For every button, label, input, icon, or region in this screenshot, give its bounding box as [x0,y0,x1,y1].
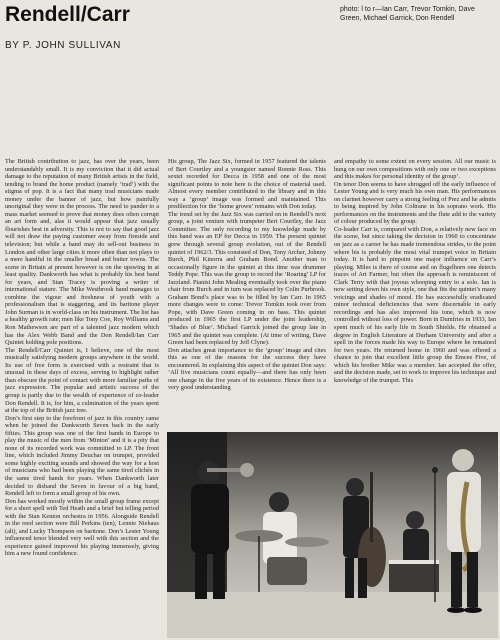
article-byline: BY P. JOHN SULLIVAN [5,40,121,51]
paragraph: Co-leader Carr is, compared with Don, a relatively new face on the scene, but since taking the decision in 1960 to concentrate on jazz as a career he has made tremendous strides, to the point where his is probably the most vital trumpet voice in Britain today. It is hard to pinpoint one major influence on Carr’s playing. Miles is there of course and on flugelhorn one detects traces of Art Farmer, but often the approach is reminiscent of Clark Terry with that joyous whooping entry to a solo. Ian is now setting down his own style, one that fits the quintet’s many voicings and shades of mood. He has successfully eradicated minor technical deficiencies that were discernable in early recordings and has also improved his tone, which is now controlled without loss of power. Born in Dumfries in 1933, Ian spent much of his early life in South Shields. He obtained a degree in English Literature at Durham University and after a spell in the forces made his way to Europe where he remained for two years. He returned home in 1960 and was offered a chance to join that excellent little group the Emcee Five, of which his brother Mike was a member. Ian accepted the offer, and the decision made, set to work to improve his technique and knowledge of the trumpet. This [334,225,496,384]
article-column-2 [168,158,326,428]
paragraph: On tenor Don seems to have shrugged off the early influence of Lester Young and is very much his own man. His performances on clarinet however carry a strong feeling of Prez and he admits to being inspired by John Coltrane in his soprano work. His performances on the instruments and the flute add to the variety of colour produced by the group. [334,180,496,226]
paragraph: Don’s first step to the forefront of jazz in this country came when he joined the Dankworth Seven back in the early fifties. This group was one of the first bands in Europe to play the music of the men from ‘Minton’ and it is a pity that none of its recorded work was committed to LP. The front line, which included Jimmy Deuchar on trumpet, provided some highly exciting sounds and showed the way for a host of musicians who had been playing the same tired clichés in the same tired bands for years. When Dankworth later decided to disband the Seven in favour of a big band, Rendell left to form a small group of his own. [5,414,159,498]
paragraph: The Rendell/Carr Quintet is, I believe, one of the most musically satisfying modern groups anywhere in the world. Its use of free form is exercised with a restraint that is unusual in these days of excess, serving to highlight rather than obscure the point of contact with more familiar paths of jazz expression. The popular and artistic success of the group is partly due to the wealth of experience of co-leader Don Rendell. It is, for him, a culmination of the years spent at the top of the British jazz tree. [5,346,159,415]
microphone [432,467,438,473]
article-title: Rendell/Carr [5,3,130,26]
paragraph: The trend set by the Jazz Six was carried on in Rendell’s next group, a joint venture with trumpeter Bert Courtley, the Jazz Committee. The only recording to my knowledge made by this band was an EP for Decca in 1959. The present quintet grew through several group evolution, out of the Rendell quintet of 1962/3. This consisted of Don, Tony Archer, Johnny Burch, Phil Kinorra and Graham Bond. Another man to occasionally figure in the quintet at this time was drummer Teddy Pope. This was the group to record the ‘Roaring’ LP for Jazzland. Pianist John Mealing eventually took over the piano chair from Burch and in turn was replaced by Colin Purbrook. Graham Bond’s place was to be filled by Ian Carr. In 1965 more changes were to come: Trevor Tomkin took over from Pope, with Dave Green coming in on bass. This quintet produced in 1965 the first LP under the joint leadership, ‘Shades of Blue’. Michael Garrick joined the group late in 1965 and the quintet was complete. (At time of writing, Dave Green had been replaced by Jeff Clyne). [168,210,326,347]
band-photograph [167,432,498,638]
photo-credit: photo: l to r—Ian Carr, Trevor Tomkin, Dave Green, Michael Garrick, Don Rendell [340,6,475,22]
band-photo-illustration [167,432,498,638]
paragraph: His group, The Jazz Six, formed in 1957 featured the talents of Bert Courtley and a youngster named Ronnie Ross. This sextet recorded for Decca in 1958 and one of the most significant points to note here is the choice of material used. Almost every member contributed to the library and in this way a ‘group’ image was formed and maintained. This predilection for the ‘home grown’ remains with Don today. [168,158,326,211]
paragraph: The British contribution to jazz, has over the years, been understandably small. It is my conviction that it did actual damage to the reputation of many British artists in the field, tending to brand the home product (namely ‘trad’) with the stigma of pop. It is a fact that many trad musicians made money under the banner of jazz, but how painfully unoriginal they were in the process. The need to pander to a mass market seemed to prove that money does often corrupt an art form and, alas it would appear that jazz usually flourishes best in adversity. This is not to say that good jazz will not draw the paying customer away from fireside and television; but while a band may do sell-out business in London and other large cities it more often than not plays to a mere handful in the smaller bread and butter towns. The scene in Britain at present however is on the upswing in at least quality. Dankworth has what is probably his best band for years, and Stan Tracey is proving a writer of international stature. The Mike Westbrook band manages to combine the vigour and freshness of youth with a professionalism that is staggering, and its baritone player John Surman is in world-class on his instrument. The list has a healthy growth rate; men like Tony Coe, Roy Williams and Ron Mathewson are part of a talented jazz modern which has the Alex Webb Band and the Don Rendell/Ian Carr Quintet holding pole positions. [5,158,159,347]
paragraph: Don attaches great importance to the ‘group’ image and cites this as one of the reasons for the success they have encountered. In explaining this aspect of the quintet Don says: ‘All five musicians count equally—and there has only been one change in the five years of its existence. Hence there is a very good understanding [168,346,326,392]
paragraph: Don has worked mostly within the small group frame except for a short spell with Ted Heath and a brief but telling period with the Stan Kenton orchestra in 1956. Alongside Rendell in the reed section were Bill Perkins (ten), Lennie Niehaus (alt), and Lucky Thompson on baritone. Don’s Lester Young influenced tenor blended very well with this section and the experience gained improved his playing immensely, giving him a new found confidence. [5,497,159,558]
article-column-1 [5,158,159,636]
paragraph: and empathy to some extent on every session. All our music is hung on our own compositions with only one or two exceptions and this makes for personal identity of the group’. [334,158,496,181]
article-column-3 [334,158,496,428]
